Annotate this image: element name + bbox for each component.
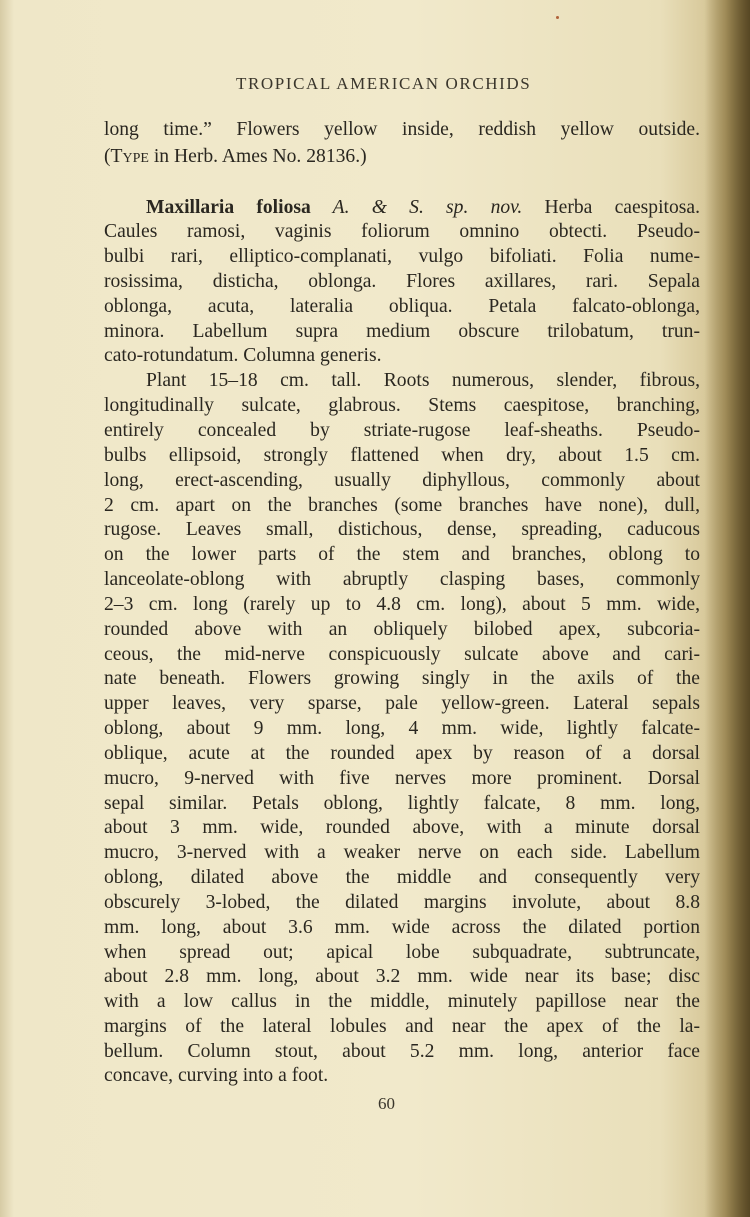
text-line: rugose. Leaves small, distichous, dense, spreading, caducous [104, 519, 700, 540]
text-line: ceous, the mid-nerve conspicuously sulcate above and cari- [104, 644, 700, 665]
text-line: rosissima, disticha, oblonga. Flores axillares, rari. Sepala [104, 271, 700, 292]
text-line: bulbi rari, elliptico-complanati, vulgo bifoliati. Folia nume- [104, 246, 700, 267]
paren: ( [104, 146, 111, 167]
text-line: about 2.8 mm. long, about 3.2 mm. wide near its base; disc [104, 966, 700, 987]
text-line: 2–3 cm. long (rarely up to 4.8 cm. long), about 5 mm. wide, [104, 594, 700, 615]
text-line: entirely concealed by striate-rugose leaf-sheaths. Pseudo- [104, 420, 700, 441]
text-line: mm. long, about 3.6 mm. wide across the dilated portion [104, 917, 700, 938]
species-name: Maxillaria foliosa [146, 197, 311, 218]
paper-speck [556, 16, 559, 19]
text-line: Plant 15–18 cm. tall. Roots numerous, slender, fibrous, [146, 370, 700, 391]
text-line: on the lower parts of the stem and branches, oblong to [104, 544, 700, 565]
text-line: oblique, acute at the rounded apex by reason of a dorsal [104, 743, 700, 764]
text-line: oblong, about 9 mm. long, 4 mm. wide, lightly falcate- [104, 718, 700, 739]
text-line: about 3 mm. wide, rounded above, with a minute dorsal [104, 817, 700, 838]
text-line: 2 cm. apart on the branches (some branches have none), dull, [104, 495, 700, 516]
page-number: 60 [378, 1094, 395, 1113]
species-heading-line [104, 196, 700, 220]
text-line: concave, curving into a foot. [104, 1065, 329, 1086]
text-line: rounded above with an obliquely bilobed apex, subcoria- [104, 619, 700, 640]
book-spine-shadow [704, 0, 750, 1217]
text-line: oblonga, acuta, lateralia obliqua. Petala falcato-oblonga, [104, 296, 700, 317]
text-line: mucro, 3-nerved with a weaker nerve on each side. Labellum [104, 842, 700, 863]
text-line: mucro, 9-nerved with five nerves more prominent. Dorsal [104, 768, 700, 789]
text-line: when spread out; apical lobe subquadrate, subtruncate, [104, 942, 700, 963]
text-line: oblong, dilated above the middle and consequently very [104, 867, 700, 888]
text-line: long time.” Flowers yellow inside, reddish yellow outside. [104, 119, 700, 140]
text-line: obscurely 3-lobed, the dilated margins involute, about 8.8 [104, 892, 700, 913]
text-line: sepal similar. Petals oblong, lightly falcate, 8 mm. long, [104, 793, 700, 814]
species-heading-rest: Herba caespitosa. [522, 197, 700, 218]
text-line: minora. Labellum supra medium obscure trilobatum, trun- [104, 321, 700, 342]
species-authors: A. & S. sp. nov. [310, 197, 523, 218]
text-line: margins of the lateral lobules and near the apex of the la- [104, 1016, 700, 1037]
page-left-edge [0, 0, 14, 1217]
type-word: Type [110, 146, 149, 167]
text-line: longitudinally sulcate, glabrous. Stems caespitose, branching, [104, 395, 700, 416]
text-line: nate beneath. Flowers growing singly in the axils of the [104, 668, 700, 689]
text-line: upper leaves, very sparse, pale yellow-green. Lateral sepals [104, 693, 700, 714]
text-line: bellum. Column stout, about 5.2 mm. long, anterior face [104, 1041, 700, 1062]
text-line: Caules ramosi, vaginis foliorum omnino obtecti. Pseudo- [104, 221, 700, 242]
text-line-type-citation [104, 145, 700, 169]
text-line: bulbs ellipsoid, strongly flattened when dry, about 1.5 cm. [104, 445, 700, 466]
running-head: TROPICAL AMERICAN ORCHIDS [236, 74, 532, 93]
text-line: cato-rotundatum. Columna generis. [104, 345, 382, 366]
text-line: lanceolate-oblong with abruptly clasping bases, commonly [104, 569, 700, 590]
citation-rest: in Herb. Ames No. 28136.) [148, 146, 367, 167]
text-line: with a low callus in the middle, minutely papillose near the [104, 991, 700, 1012]
text-line: long, erect-ascending, usually diphyllous, commonly about [104, 470, 700, 491]
